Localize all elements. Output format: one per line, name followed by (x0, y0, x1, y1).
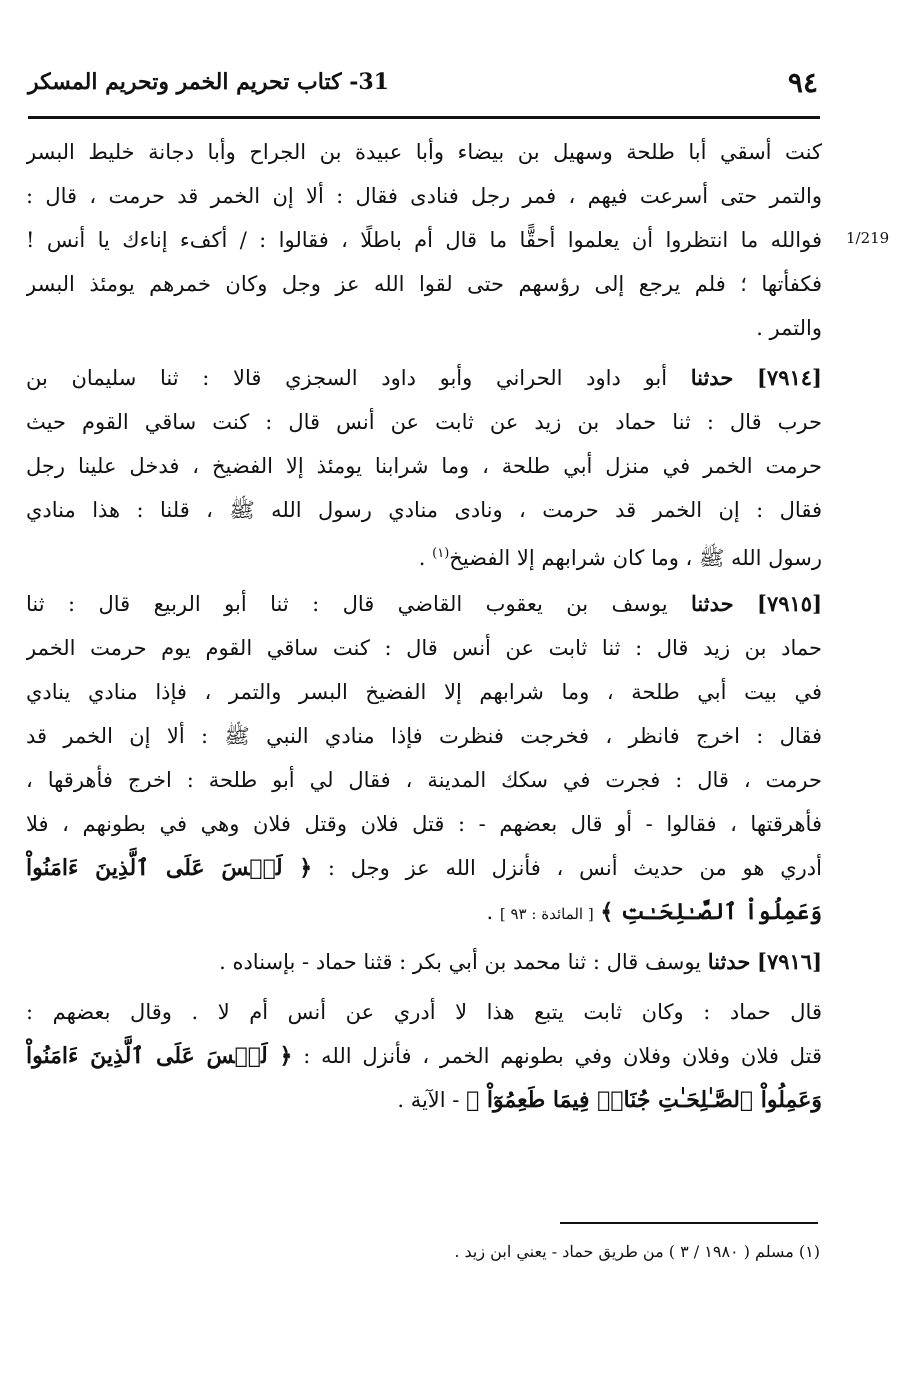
text-line: والتمر حتى أسرعت فيهم ، فمر رجل فنادى فقال : ألا إن الخمر قد حرمت ، قال : (26, 184, 822, 208)
text-line: في بيت أبي طلحة ، وما شرابهم إلا الفضيخ البسر والتمر ، فإذا منادي ينادي (26, 680, 822, 704)
quran-verse: وَعَمِلُواْ ٱلصَّـٰلِحَـٰتِ ﴾ (600, 899, 822, 925)
haddathana-word: حدثنا (691, 591, 734, 616)
footnote: (١) مسلم ( ١٩٨٠ / ٣ ) من طريق حماد - يعني ابن زيد . (454, 1242, 820, 1261)
text-line: حرمت الخمر في منزل أبي طلحة ، وما شرابنا يومئذ إلا الفضيخ ، فدخل علينا رجل (26, 454, 822, 478)
text-line: فأهرقتها ، فقالوا - أو قال بعضهم - : قتل فلان وقتل فلان وهي في بطونهم ، فلا (26, 812, 822, 836)
text-segment: رسول الله ﷺ ، وما كان شرابهم إلا الفضيخ (449, 546, 822, 570)
margin-manuscript-ref: 1/219 (846, 229, 890, 247)
text-line: حرب قال : ثنا حماد بن زيد عن ثابت عن أنس قال : كنت ساقي القوم حيث (26, 410, 822, 434)
text-line (26, 846, 822, 890)
text-segment: يوسف قال : ثنا محمد بن أبي بكر : قثنا حماد - بإسناده . (219, 950, 702, 974)
quran-verse: وَعَمِلُواْ ٱلصَّـٰلِحَـٰتِ جُنَاحٞ فِيمَا طَعِمُوٓاْ ﴾ (466, 1087, 822, 1113)
text-line: فقال : إن الخمر قد حرمت ، ونادى منادي رسول الله ﷺ ، قلنا : هذا منادي (26, 498, 822, 522)
text-line: فقال : اخرج فانظر ، فخرجت فنظرت فإذا منادي النبي ﷺ : ألا إن الخمر قد (26, 724, 822, 748)
page-header (28, 60, 818, 104)
text-segment: . (418, 546, 433, 570)
text-line: فكفأتها ؛ فلم يرجع إلى رؤسهم حتى لقوا الله عز وجل وكان خمرهم يومئذ البسر (26, 272, 822, 296)
main-text (26, 130, 822, 1122)
quran-verse: ﴿ لَيۡسَ عَلَى ٱلَّذِينَ ءَامَنُواْ (26, 1043, 293, 1069)
page-number: ٩٤ (787, 65, 818, 99)
text-line (26, 532, 822, 576)
hadith-number: [٧٩١٤] (756, 365, 822, 390)
haddathana-word: حدثنا (690, 365, 734, 390)
footnote-divider (560, 1222, 818, 1224)
surah-reference: [ المائدة : ٩٣ ] (499, 905, 594, 923)
text-line: والتمر . (756, 316, 822, 340)
text-segment: - الآية . (397, 1088, 467, 1112)
header-divider (28, 116, 820, 119)
text-line (26, 1034, 822, 1078)
text-segment: أدري هو من حديث أنس ، فأنزل الله عز وجل : (312, 856, 822, 880)
hadith-7916-line (26, 940, 822, 984)
text-segment: . (486, 900, 500, 924)
text-line (26, 890, 822, 934)
haddathana-word: حدثنا (707, 949, 751, 974)
chapter-title: 31- كتاب تحريم الخمر وتحريم المسكر (28, 69, 389, 95)
text-line (26, 1078, 822, 1122)
hadith-7915-line (26, 582, 822, 626)
text-line: حرمت ، قال : فجرت في سكك المدينة ، فقال لي أبو طلحة : اخرج فأهرقها ، (26, 768, 822, 792)
text-line: فوالله ما انتظروا أن يعلموا أحقًّا ما قال أم باطلًا ، فقالوا : / أكفء إناءك يا أنس ! (26, 228, 822, 252)
footnote-marker[interactable]: (١) (432, 546, 450, 561)
hadith-7914-line (26, 356, 822, 400)
text-line: كنت أسقي أبا طلحة وسهيل بن بيضاء وأبا عبيدة بن الجراح وأبا دجانة خليط البسر (26, 140, 822, 164)
text-segment: أبو داود الحراني وأبو داود السجزي قالا : ثنا سليمان بن (26, 366, 668, 390)
text-segment: يوسف بن يعقوب القاضي قال : ثنا أبو الربيع قال : ثنا (26, 592, 668, 616)
quran-verse: ﴿ لَيۡسَ عَلَى ٱلَّذِينَ ءَامَنُواْ (26, 855, 313, 881)
text-segment: قتل فلان وفلان وفلان وفي بطونهم الخمر ، فأنزل الله : (292, 1044, 822, 1068)
hadith-number: [٧٩١٦] (757, 949, 822, 974)
text-line: حماد بن زيد قال : ثنا ثابت عن أنس قال : كنت ساقي القوم يوم حرمت الخمر (26, 636, 822, 660)
text-line: قال حماد : وكان ثابت يتبع هذا لا أدري عن أنس أم لا . وقال بعضهم : (26, 1000, 822, 1024)
hadith-number: [٧٩١٥] (757, 591, 822, 616)
